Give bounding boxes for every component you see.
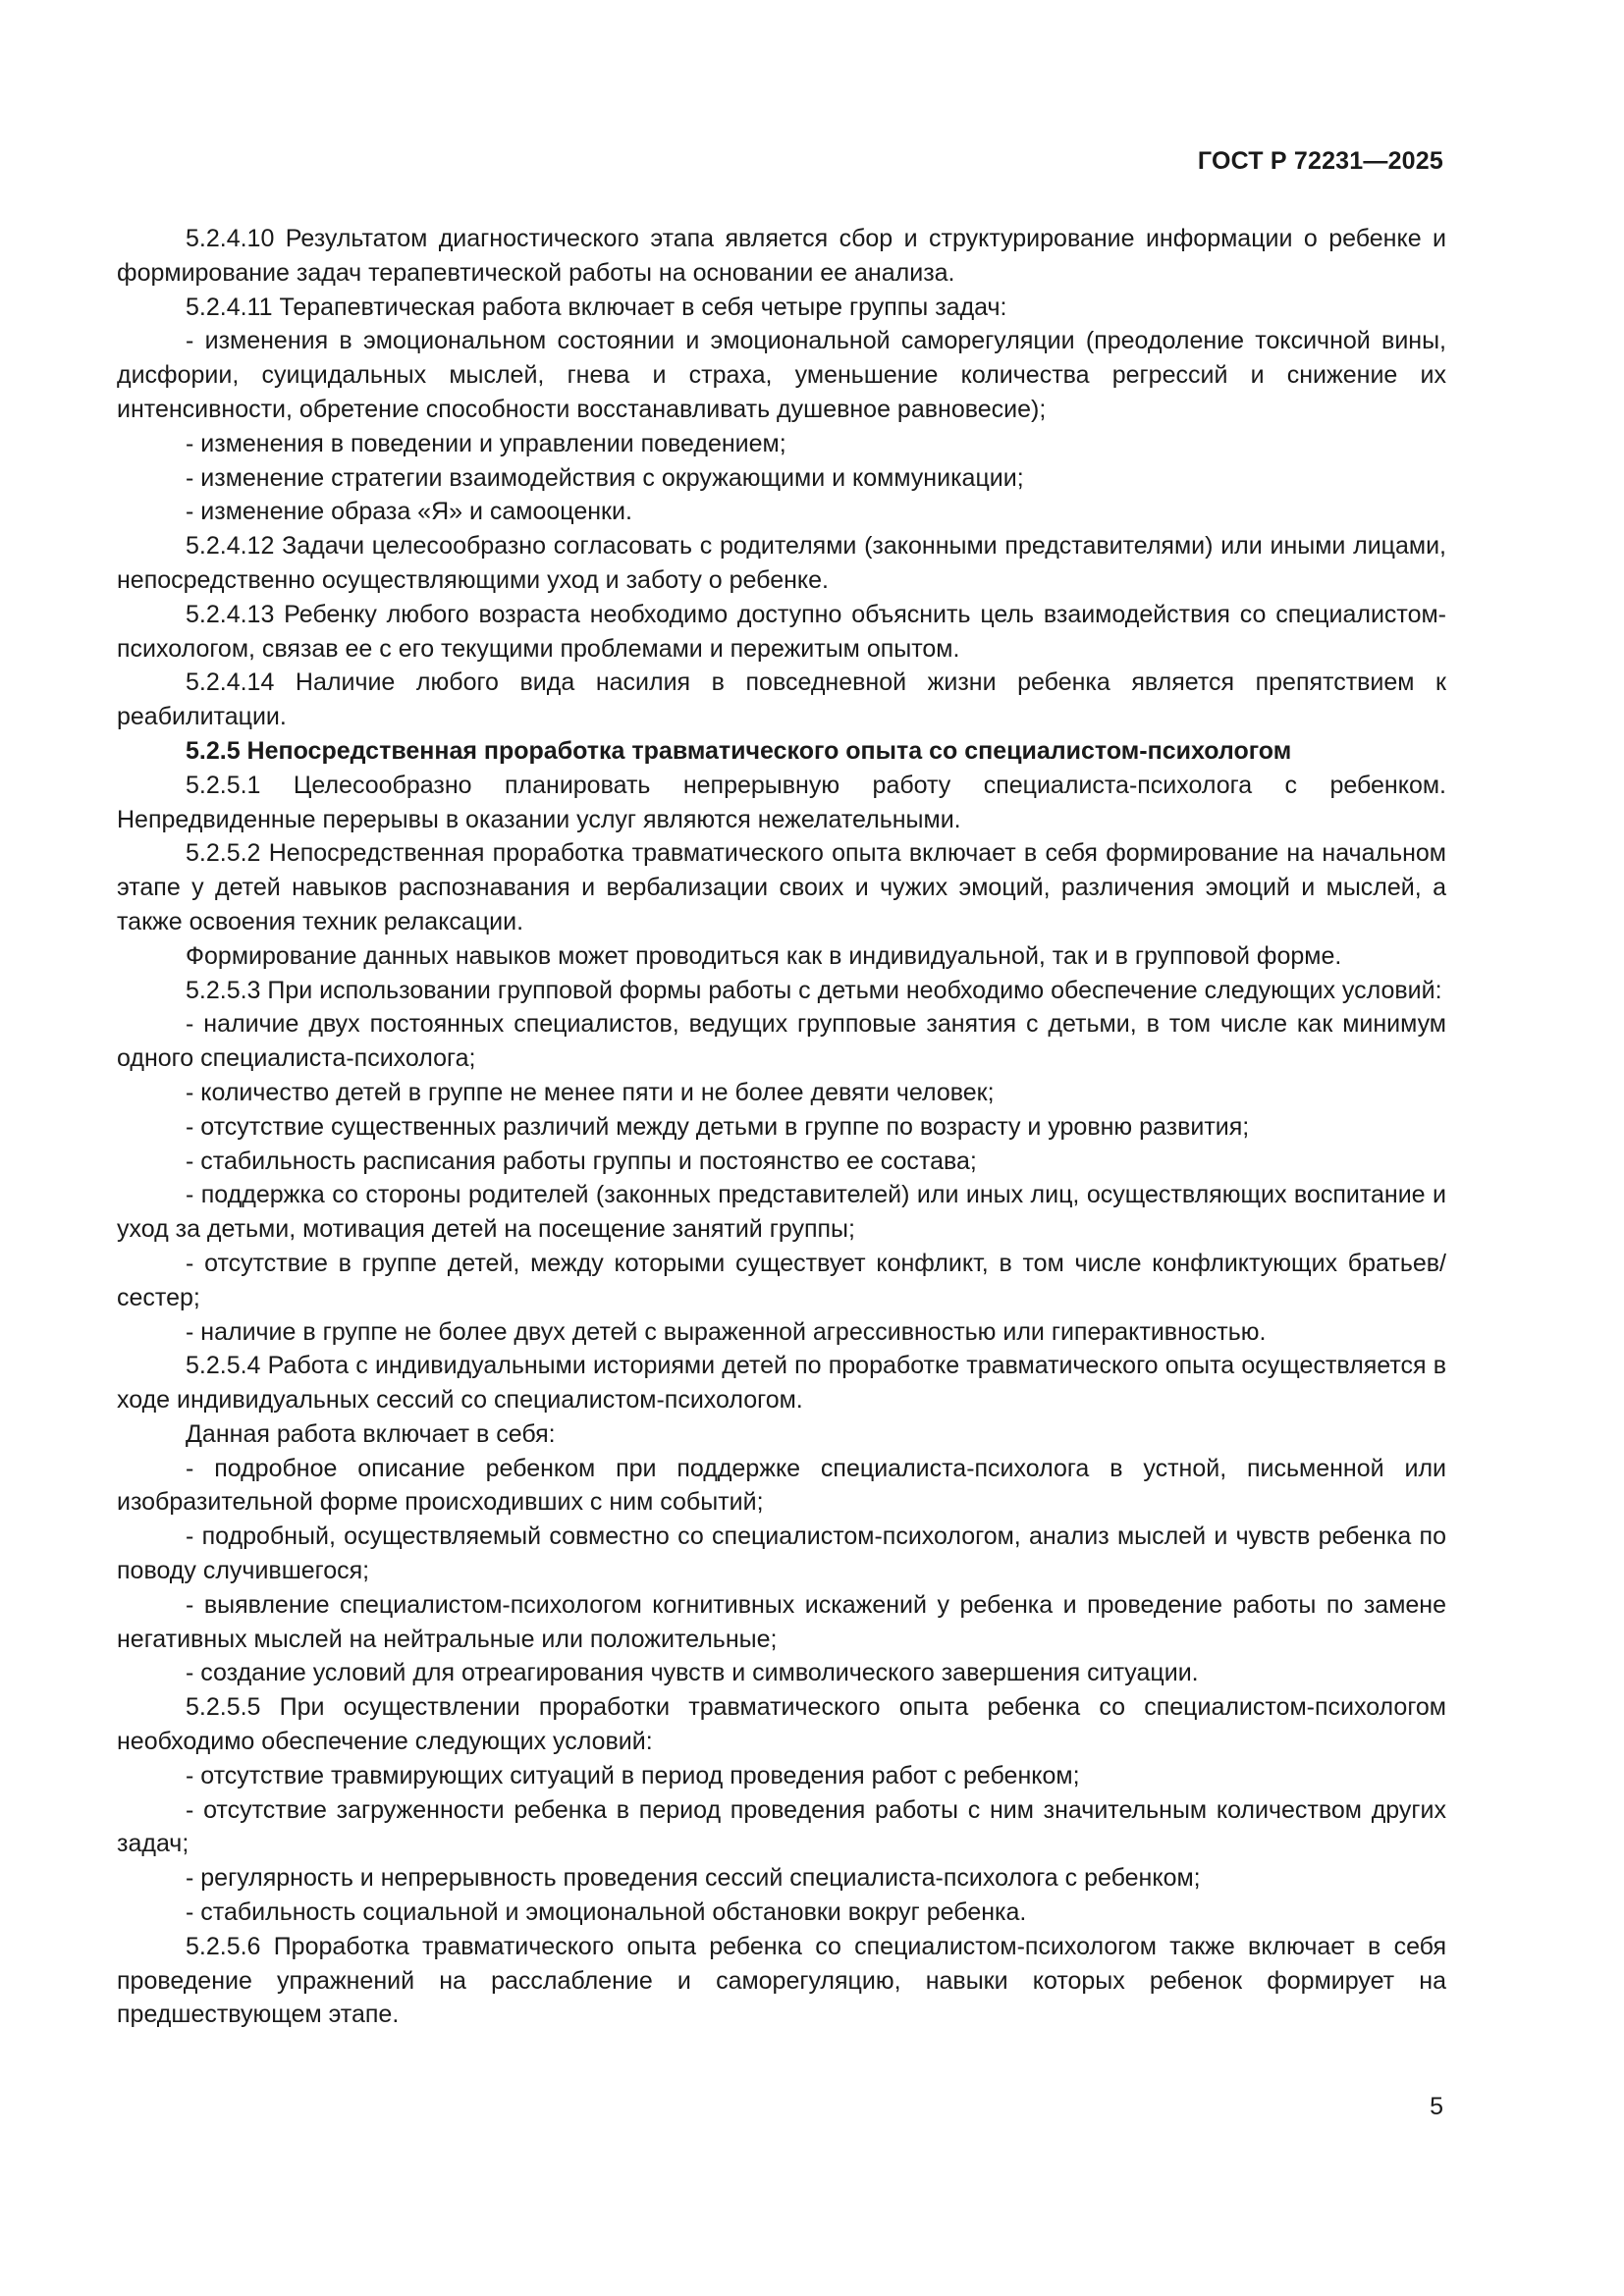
- paragraph: - наличие в группе не более двух детей с выраженной агрессивностью или гиперактивностью.: [186, 1317, 1267, 1346]
- paragraph: - отсутствие в группе детей, между которыми существует конфликт, в том числе конфликтующих братьев/сестер;: [117, 1249, 1446, 1311]
- paragraph: 5.2.5.1 Целесообразно планировать непрерывную работу специалиста-психолога с ребенком. Непредвиденные перерывы в оказании услуг являются нежелательными.: [117, 771, 1446, 833]
- paragraph: - выявление специалистом-психологом когнитивных искажений у ребенка и проведение работы по замене негативных мыслей на нейтральные или положительные;: [117, 1590, 1446, 1653]
- paragraph: 5.2.5.3 При использовании групповой формы работы с детьми необходимо обеспечение следующих условий:: [186, 976, 1442, 1004]
- paragraph: - подробный, осуществляемый совместно со специалистом-психологом, анализ мыслей и чувств ребенка по поводу случившегося;: [117, 1522, 1446, 1585]
- paragraph: - наличие двух постоянных специалистов, ведущих групповые занятия с детьми, в том числе как минимум одного специалиста-психолога;: [117, 1010, 1446, 1073]
- paragraph: 5.2.5.5 При осуществлении проработки травматического опыта ребенка со специалистом-психологом необходимо обеспечение следующих условий:: [117, 1693, 1446, 1756]
- section-heading: 5.2.5 Непосредственная проработка травматического опыта со специалистом-психологом: [186, 736, 1292, 765]
- paragraph: - изменение стратегии взаимодействия с окружающими и коммуникации;: [186, 463, 1024, 492]
- paragraph: - отсутствие существенных различий между детьми в группе по возрасту и уровню развития;: [186, 1112, 1250, 1141]
- paragraph: - создание условий для отреагирования чувств и символического завершения ситуации.: [186, 1659, 1199, 1687]
- paragraph: - стабильность расписания работы группы и постоянство ее состава;: [186, 1147, 977, 1175]
- paragraph: - отсутствие загруженности ребенка в период проведения работы с ним значительным количеством других задач;: [117, 1795, 1446, 1858]
- paragraph: - изменения в эмоциональном состоянии и эмоциональной саморегуляции (преодоление токсичной вины, дисфории, суицидальных мыслей, гнева и страха, уменьшение количества регрессий и снижение их интенсивности, обретение способности восстанавливать душевное равновесие);: [117, 327, 1446, 423]
- paragraph: 5.2.4.10 Результатом диагностического этапа является сбор и структурирование информации о ребенке и формирование задач терапевтической работы на основании ее анализа.: [117, 225, 1446, 287]
- paragraph: - количество детей в группе не менее пяти и не более девяти человек;: [186, 1078, 995, 1106]
- paragraph: - стабильность социальной и эмоциональной обстановки вокруг ребенка.: [186, 1898, 1027, 1927]
- document-body: [117, 222, 1446, 2032]
- paragraph: 5.2.4.14 Наличие любого вида насилия в повседневной жизни ребенка является препятствием к реабилитации.: [117, 668, 1446, 731]
- paragraph: 5.2.5.2 Непосредственная проработка травматического опыта включает в себя формирование на начальном этапе у детей навыков распознавания и вербализации своих и чужих эмоций, различения эмоций и мыслей, а также освоения техник релаксации.: [117, 839, 1446, 935]
- paragraph: - изменение образа «Я» и самооценки.: [186, 498, 632, 526]
- paragraph: 5.2.5.4 Работа с индивидуальными историями детей по проработке травматического опыта осуществляется в ходе индивидуальных сессий со специалистом-психологом.: [117, 1352, 1446, 1415]
- paragraph: Данная работа включает в себя:: [186, 1419, 556, 1448]
- paragraph: 5.2.4.11 Терапевтическая работа включает в себя четыре группы задач:: [186, 293, 1007, 321]
- paragraph: - изменения в поведении и управлении поведением;: [186, 429, 786, 457]
- paragraph: 5.2.4.12 Задачи целесообразно согласовать с родителями (законными представителями) или иными лицами, непосредственно осуществляющими уход и заботу о ребенке.: [117, 532, 1446, 594]
- paragraph: - подробное описание ребенком при поддержке специалиста-психолога в устной, письменной или изобразительной форме происходивших с ним событий;: [117, 1454, 1446, 1517]
- paragraph: 5.2.5.6 Проработка травматического опыта ребенка со специалистом-психологом также включает в себя проведение упражнений на расслабление и саморегуляцию, навыки которых ребенок формирует на предшествующем этапе.: [117, 1932, 1446, 2029]
- paragraph: - поддержка со стороны родителей (законных представителей) или иных лиц, осуществляющих воспитание и уход за детьми, мотивация детей на посещение занятий группы;: [117, 1181, 1446, 1244]
- paragraph: Формирование данных навыков может проводиться как в индивидуальной, так и в групповой форме.: [186, 941, 1342, 970]
- page-number: 5: [1430, 2093, 1443, 2120]
- document-header-id: ГОСТ Р 72231—2025: [1197, 147, 1443, 175]
- paragraph: - регулярность и непрерывность проведения сессий специалиста-психолога с ребенком;: [186, 1864, 1201, 1893]
- paragraph: 5.2.4.13 Ребенку любого возраста необходимо доступно объяснить цель взаимодействия со специалистом-психологом, связав ее с его текущими проблемами и пережитым опытом.: [117, 600, 1446, 663]
- paragraph: - отсутствие травмирующих ситуаций в период проведения работ с ребенком;: [186, 1761, 1080, 1789]
